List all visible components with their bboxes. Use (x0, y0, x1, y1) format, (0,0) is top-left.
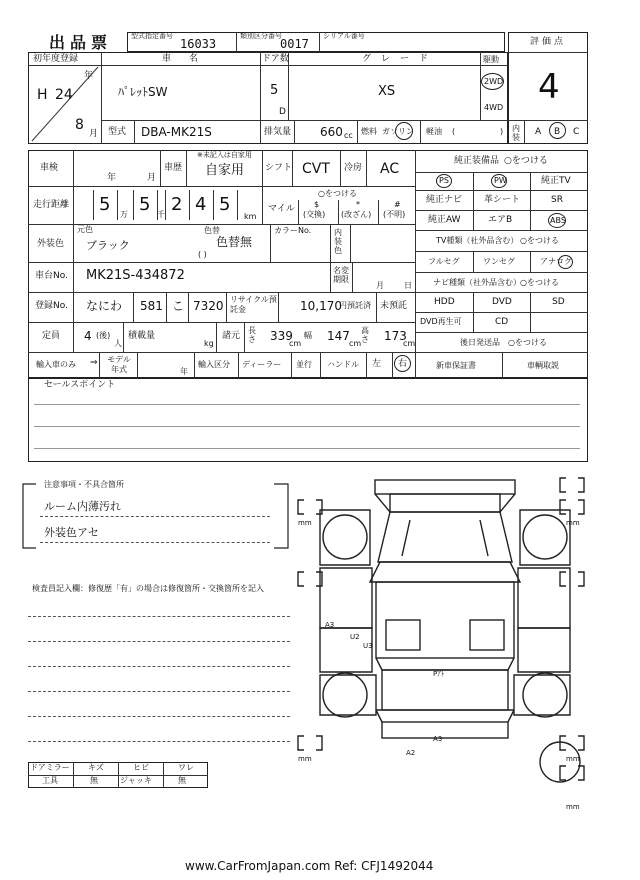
navi-dvd: DVD (492, 297, 512, 307)
shift-value: CVT (302, 161, 330, 177)
doors-value: 5 (270, 83, 279, 98)
type-value: DBA-MK21S (141, 125, 212, 139)
equip-sr: SR (551, 195, 563, 205)
navi-sd: SD (552, 297, 565, 307)
car-name: ﾊﾟﾚｯﾄSW (118, 85, 168, 99)
handle-right: 右 (398, 359, 408, 369)
car-damage-diagram (290, 470, 600, 810)
navi-cd: CD (495, 317, 509, 327)
interior-grade-c: C (573, 127, 580, 137)
acc-header-4: ワレ (178, 763, 194, 772)
interior-grade-b: B (554, 127, 561, 137)
equip-tv: 純正TV (541, 176, 571, 186)
fuel-circle (395, 122, 413, 140)
meter-unknown: (不明) (383, 210, 406, 219)
tv-analog: アナログ (540, 257, 572, 266)
acc-value-4: 無 (178, 776, 186, 785)
recolor-value: 色替無 (216, 235, 253, 249)
sales-point-label: セールスポイント (44, 380, 116, 390)
first-reg-era: H (37, 87, 48, 103)
chassis-label: 車台No. (35, 271, 68, 281)
acc-header-2: キズ (88, 763, 104, 772)
fuel-label: 燃料 (361, 127, 377, 136)
equip-abs: ABS (550, 216, 566, 225)
later-manual: 車輌取説 (527, 361, 559, 370)
diesel-label: 軽油 (426, 127, 442, 136)
navi-hdd: HDD (434, 297, 455, 307)
inspection-label: 車検 (40, 163, 59, 173)
drive-label: 駆動 (483, 55, 499, 64)
recycle-amount: 10,170 (300, 299, 342, 313)
model-no-label: 型式指定番号 (131, 32, 173, 40)
class-no: 0017 (280, 37, 309, 51)
equip-navi: 純正ナビ (426, 195, 463, 205)
length-value: 339 (270, 329, 293, 343)
reg-kana: こ (172, 299, 185, 313)
reg-area: なにわ (86, 299, 123, 313)
orig-color: ブラック (86, 239, 130, 252)
displacement-value: 660 (320, 125, 343, 139)
capacity-label: 定員 (42, 331, 61, 341)
tv-label: TV種類（社外品含む） (436, 236, 519, 245)
color-label: 外装色 (37, 239, 65, 249)
equip-leather: 革シート (484, 195, 521, 205)
meter-miles: マイル (268, 204, 295, 214)
reg-label: 登録No. (35, 301, 68, 311)
drive-4wd: 4WD (484, 103, 504, 112)
first-reg-label: 初年度登録 (33, 54, 79, 64)
mileage-digit-1: 5 (99, 194, 111, 215)
equip-ps: PS (439, 176, 449, 185)
capacity-value: 4 (84, 329, 92, 343)
meter-altered: (改ざん) (341, 210, 372, 219)
navi-label: ナビ種類（社外品含む） (433, 278, 521, 287)
mm-front-left: mm (298, 519, 312, 527)
interior-grade-a: A (535, 127, 542, 137)
note-line-1: ルーム内薄汚れ (44, 500, 121, 513)
score-label: 評価点 (530, 37, 567, 47)
fuel-value: ガソリン (382, 127, 414, 136)
later-warranty: 新車保証書 (436, 361, 476, 370)
import-label: 輸入車のみ (36, 360, 76, 369)
recycle-status: 未預託 (380, 301, 408, 311)
shift-label: シフト (265, 163, 293, 173)
dims-label: 諸元 (222, 331, 241, 341)
mm-spare: mm (566, 803, 580, 811)
type-label: 型式 (108, 127, 127, 137)
tv-oneseg: ワンセグ (483, 257, 515, 266)
meter-exchanged: (交換) (303, 210, 326, 219)
mileage-label: 走行距離 (33, 200, 70, 210)
damage-mark-a3-rear: A3 (433, 735, 443, 743)
displacement-label: 排気量 (264, 127, 292, 137)
color-no-label: カラーNo. (274, 226, 312, 235)
reg-class: 581 (140, 299, 163, 313)
mileage-digit-5: 5 (219, 194, 231, 215)
damage-mark-a3-left: A3 (325, 621, 335, 629)
std-equip-label: 純正装備品 (454, 156, 500, 166)
notes-label: 注意事項・不具合箇所 (44, 480, 124, 489)
width-value: 147 (327, 329, 350, 343)
car-name-label: 車名 (162, 54, 217, 64)
footer-ref: www.CarFromJapan.com Ref: CFJ1492044 (185, 859, 434, 873)
equip-airbag: エアB (488, 215, 513, 225)
mm-front-right: mm (566, 519, 580, 527)
equip-pw: PW (494, 176, 507, 185)
first-reg-month: 8 (75, 117, 84, 133)
first-reg-year: 24 (55, 87, 73, 103)
acc-header-1: ドアミラー (30, 763, 70, 772)
class-no-label: 類別区分番号 (240, 32, 282, 40)
note-line-2: 外装色アセ (44, 526, 99, 539)
acc-value-1: 工具 (42, 776, 58, 785)
acc-value-2: 無 (90, 776, 98, 785)
mm-rear-left: mm (298, 755, 312, 763)
interior-color-label: 内装色 (334, 228, 342, 255)
mileage-digit-4: 4 (195, 194, 207, 215)
handle-circle (394, 355, 411, 372)
model-no: 16033 (180, 37, 217, 51)
height-value: 173 (384, 329, 407, 343)
serial-label: シリアル番号 (323, 32, 365, 40)
ac-label: 冷房 (344, 163, 363, 173)
load-label: 積載量 (128, 331, 156, 341)
damage-mark-u2: U2 (350, 633, 360, 641)
acc-value-3: ジャッキ (120, 776, 152, 785)
sales-point-box (28, 378, 588, 462)
inspector-label: 検査員記入欄：修復歴「有」の場合は修復箇所・交換箇所を記入 (32, 584, 264, 593)
score-value: 4 (538, 67, 560, 107)
grade-value: XS (378, 84, 396, 99)
history-label: 車歴 (164, 163, 183, 173)
ac-value: AC (380, 161, 400, 177)
damage-mark-pato: Pｱﾄ (433, 670, 445, 678)
later-label: 後日発送品 (460, 338, 500, 347)
tv-fullseg: フルセグ (428, 257, 460, 266)
navi-dvd-play: DVD再生可 (420, 317, 462, 326)
form-title: 出品票 (49, 33, 113, 52)
chassis-value: MK21S-434872 (86, 268, 185, 283)
interior-label: 内装 (512, 124, 520, 142)
equip-aw: 純正AW (428, 215, 461, 225)
drive-2wd: 2WD (484, 77, 504, 86)
damage-mark-a2: A2 (406, 749, 416, 757)
recycle-label: リサイクル預託金 (230, 295, 277, 314)
reg-num: 7320 (193, 299, 224, 313)
name-change-label: 名変期限 (333, 266, 349, 284)
interior-grade-circle (549, 122, 566, 139)
grade-label: グレード (362, 54, 439, 64)
acc-header-3: ヒビ (133, 763, 149, 772)
mm-rear-right: mm (566, 755, 580, 763)
damage-mark-u3: U3 (363, 642, 373, 650)
mileage-digit-3: 2 (171, 194, 183, 215)
mileage-digit-2: 5 (139, 194, 151, 215)
doors-label: ドア数 (262, 54, 289, 64)
history-value: 自家用 (205, 163, 245, 178)
